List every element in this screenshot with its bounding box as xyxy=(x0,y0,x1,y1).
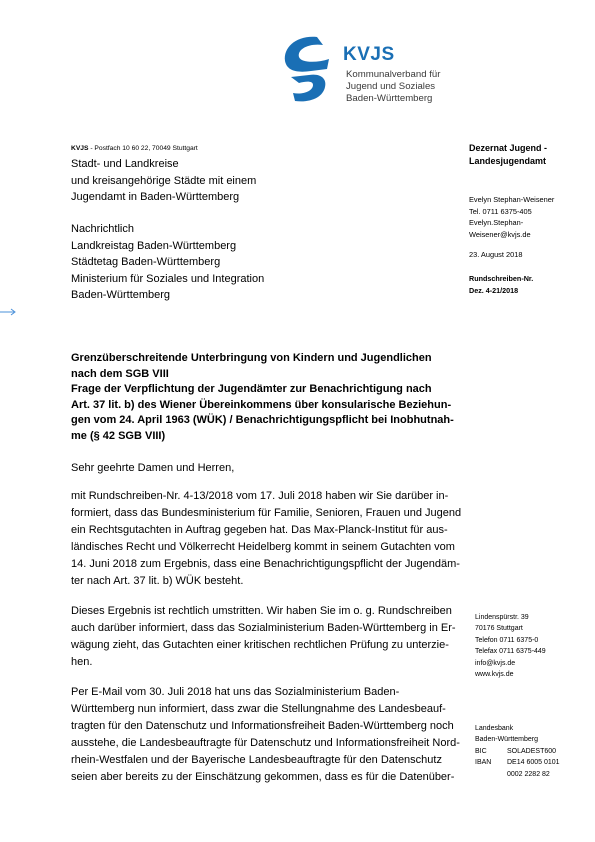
subject-line: nach dem SGB VIII xyxy=(71,367,169,380)
cc-address xyxy=(71,221,264,304)
office-address xyxy=(475,612,546,680)
body-line: ausstehe, die Landesbeauftragte für Datenschutz und Informationsfreiheit Nord- xyxy=(71,737,460,749)
sender-line xyxy=(71,145,198,152)
recipient-address xyxy=(71,156,256,206)
body-line: rhein-Westfalen und der Bayerische Landesbeauftragte für den Datenschutz xyxy=(71,754,442,766)
cc-line: Nachrichtlich xyxy=(71,223,134,235)
contact-email: Weisener@kvjs.de xyxy=(469,229,531,239)
body-line: Per E-Mail vom 30. Juli 2018 hat uns das Sozialministerium Baden- xyxy=(71,686,400,698)
logo-name: KVJS xyxy=(343,44,395,65)
office-email: info@kvjs.de xyxy=(475,659,516,667)
recipient-line: Stadt- und Landkreise xyxy=(71,158,179,170)
office-city: 70176 Stuttgart xyxy=(475,625,523,633)
logo-subtitle xyxy=(346,69,440,105)
body-line: mit Rundschreiben-Nr. 4-13/2018 vom 17. Juli 2018 haben wir Sie darüber in- xyxy=(71,490,449,502)
circular-value: Dez. 4-21/2018 xyxy=(469,285,519,295)
body-line: ein Rechtsgutachten in Auftrag gegeben hat. Das Max-Planck-Institut für aus- xyxy=(71,524,448,536)
body-line: Württemberg nun informiert, dass zwar die Stellungnahme des Landesbeauf- xyxy=(71,703,446,715)
circular-number xyxy=(469,273,533,296)
sender-address: - Postfach 10 60 22, 70049 Stuttgart xyxy=(88,145,198,152)
cc-line: Ministerium für Soziales und Integration xyxy=(71,272,265,285)
cc-line: Baden-Württemberg xyxy=(71,289,171,301)
bic-label: BIC xyxy=(475,747,487,755)
body-line: hen. xyxy=(71,656,93,668)
bic-row xyxy=(475,746,560,757)
contact-block xyxy=(469,194,554,240)
body-line: ländisches Recht und Völkerrecht Heidelberg kommt in seinem Gutachten vom xyxy=(71,541,455,553)
contact-phone: Tel. 0711 6375-405 xyxy=(469,206,532,216)
department-line: Landesjugendamt xyxy=(469,156,547,166)
body-line: 14. Juni 2018 zum Ergebnis, dass eine Benachrichtigungspflicht der Jugendäm- xyxy=(71,558,460,570)
iban-label: IBAN xyxy=(475,759,492,767)
kvjs-logo-icon xyxy=(277,33,333,105)
bank-details xyxy=(475,723,560,780)
circular-label: Rundschreiben-Nr. xyxy=(469,274,534,283)
bank-name: Landesbank xyxy=(475,725,514,732)
recipient-line: und kreisangehörige Städte mit einem xyxy=(71,174,257,187)
office-website: www.kvjs.de xyxy=(475,671,514,679)
subject xyxy=(71,351,461,444)
iban-value: DE14 6005 0101 xyxy=(507,759,560,767)
body-line: seien aber bereits zu der Einschätzung gekommen, dass es für die Datenüber- xyxy=(71,771,455,783)
fold-mark-arrow-icon xyxy=(0,308,18,316)
iban-row xyxy=(475,757,560,768)
subject-line: Grenzüberschreitende Unterbringung von Kindern und Jugendlichen xyxy=(71,352,432,364)
body-line: auch darüber informiert, dass das Sozialministerium Baden-Württemberg in Er- xyxy=(71,622,456,634)
subject-line: Art. 37 lit. b) des Wiener Übereinkommens über konsularische Beziehun- xyxy=(71,398,452,411)
iban-row xyxy=(475,769,560,780)
sender-org: KVJS xyxy=(71,145,89,152)
office-phone: Telefon 0711 6375-0 xyxy=(475,636,539,644)
cc-line: Landkreistag Baden-Württemberg xyxy=(71,239,237,252)
department-line: Dezernat Jugend - xyxy=(469,143,548,153)
bic-value: SOLADEST600 xyxy=(507,747,557,755)
body-paragraph xyxy=(71,603,457,671)
bank-name: Baden-Württemberg xyxy=(475,736,539,744)
contact-name: Evelyn Stephan-Weisener xyxy=(469,195,555,204)
body-paragraph xyxy=(71,488,462,590)
body-line: Dieses Ergebnis ist rechtlich umstritten. Wir haben Sie im o. g. Rundschreiben xyxy=(71,605,452,617)
body-line: tragten für den Datenschutz und Informationsfreiheit Baden-Württemberg noch xyxy=(71,720,454,732)
subject-line: Frage der Verpflichtung der Jugendämter zur Benachrichtigung nach xyxy=(71,383,432,395)
office-fax: Telefax 0711 6375-449 xyxy=(475,648,546,656)
contact-email: Evelyn.Stephan- xyxy=(469,218,524,228)
body-line: ter nach Art. 37 lit. b) WÜK besteht. xyxy=(71,575,244,587)
letter-date: 23. August 2018 xyxy=(469,250,523,259)
logo-subtitle-line: Baden-Württemberg xyxy=(346,93,433,104)
recipient-line: Jugendamt in Baden-Württemberg xyxy=(71,191,240,203)
department xyxy=(469,142,547,168)
subject-line: me (§ 42 SGB VIII) xyxy=(71,429,166,442)
iban-value: 0002 2282 82 xyxy=(507,770,550,778)
subject-line: gen vom 24. April 1963 (WÜK) / Benachrichtigungspflicht bei Inobhutnah- xyxy=(71,414,454,426)
logo-subtitle-line: Kommunalverband für xyxy=(346,69,441,80)
body-line: formiert, dass das Bundesministerium für Familie, Senioren, Frauen und Jugend xyxy=(71,507,462,519)
cc-line: Städtetag Baden-Württemberg xyxy=(71,256,221,268)
body-line: wägung zieht, das Gutachten einer kritischen rechtlichen Prüfung zu unterzie- xyxy=(71,639,449,651)
office-street: Lindenspürstr. 39 xyxy=(475,614,529,621)
logo-subtitle-line: Jugend und Soziales xyxy=(346,81,436,92)
salutation: Sehr geehrte Damen und Herren, xyxy=(71,462,235,474)
body-paragraph xyxy=(71,684,460,786)
spacer xyxy=(475,769,507,780)
